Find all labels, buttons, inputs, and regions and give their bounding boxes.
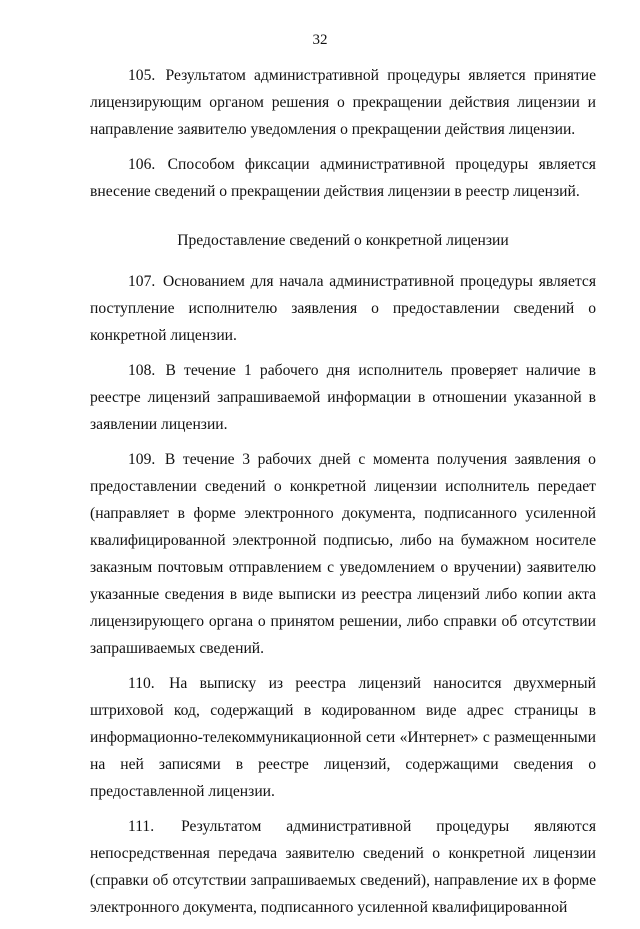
paragraph-text: На выписку из реестра лицензий наносится двухмерный штриховой код, содержащий в кодированном виде адрес страницы в информационно-телекоммуникационной сети «Интернет» с размещенными на ней записями в реестре лицензий, содержащими сведения о предоставленной лицензии. <box>90 675 596 800</box>
paragraph-110 <box>90 670 596 805</box>
paragraph-number: 105. <box>128 67 156 84</box>
paragraph-106 <box>90 151 596 205</box>
paragraph-109 <box>90 446 596 662</box>
paragraph-text: В течение 3 рабочих дней с момента получения заявления о предоставлении сведений о конкретной лицензии исполнитель передает (направляет в форме электронного документа, подписанного усиленной квалифицированной электронной подписью, либо на бумажном носителе заказным почтовым отправлением с уведомлением о вручении) заявителю указанные сведения в виде выписки из реестра лицензий либо копии акта лицензирующего органа о принятом решении, либо справки об отсутствии запрашиваемых сведений. <box>90 451 596 657</box>
document-body <box>90 62 596 929</box>
section-heading: Предоставление сведений о конкретной лицензии <box>177 232 509 249</box>
paragraph-108 <box>90 357 596 438</box>
paragraph-text: Результатом административной процедуры являются непосредственная передача заявителю сведений о конкретной лицензии (справки об отсутствии запрашиваемых сведений), направление их в форме электронного документа, подписанного усиленной квалифицированной <box>90 818 596 916</box>
paragraph-number: 106. <box>128 156 156 173</box>
page-number: 32 <box>312 32 328 48</box>
paragraph-text: Основанием для начала административной процедуры является поступление исполнителю заявления о предоставлении сведений о конкретной лицензии. <box>90 273 596 344</box>
paragraph-text: Результатом административной процедуры является принятие лицензирующим органом решения о прекращении действия лицензии и направление заявителю уведомления о прекращении действия лицензии. <box>90 67 596 138</box>
paragraph-105 <box>90 62 596 143</box>
paragraph-number: 111. <box>128 818 155 835</box>
paragraph-number: 107. <box>128 273 156 290</box>
paragraph-text: В течение 1 рабочего дня исполнитель проверяет наличие в реестре лицензий запрашиваемой информации в отношении указанной в заявлении лицензии. <box>90 362 596 433</box>
paragraph-number: 108. <box>128 362 156 379</box>
paragraph-number: 109. <box>128 451 156 468</box>
paragraph-107 <box>90 268 596 349</box>
paragraph-number: 110. <box>128 675 155 692</box>
paragraph-text: Способом фиксации административной процедуры является внесение сведений о прекращении действия лицензии в реестр лицензий. <box>90 156 596 200</box>
